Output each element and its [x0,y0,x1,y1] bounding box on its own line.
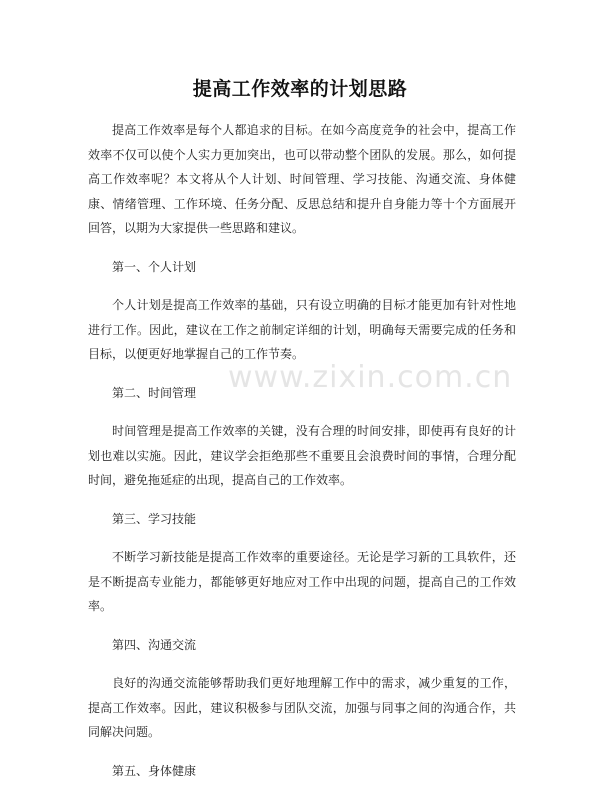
section-paragraph-1: 个人计划是提高工作效率的基础，只有设立明确的目标才能更加有针对性地进行工作。因此，建议在工作之前制定详细的计划，明确每天需要完成的任务和目标，以便更好地掌握自己的工作节奏。 [88,298,516,361]
watermark: www.zixin.com.cn [228,360,513,395]
section-heading-5: 第五、身体健康 [112,763,197,778]
page-title: 提高工作效率的计划思路 [192,78,408,100]
section-paragraph-3: 不断学习新技能是提高工作效率的重要途径。无论是学习新的工具软件，还是不断提高专业能力，都能够更好地应对工作中出现的问题，提高自己的工作效率。 [88,550,516,613]
section-heading-4: 第四、沟通交流 [112,637,197,652]
section-paragraph-2: 时间管理是提高工作效率的关键，没有合理的时间安排，即使再有良好的计划也难以实施。因此，建议学会拒绝那些不重要且会浪费时间的事情，合理分配时间，避免拖延症的出现，提高自己的工作效率。 [88,424,516,487]
section-heading-3: 第三、学习技能 [112,511,197,526]
section-heading-2: 第二、时间管理 [112,385,197,400]
section-heading-1: 第一、个人计划 [112,259,197,274]
document-body [88,118,516,797]
intro-paragraph: 提高工作效率是每个人都追求的目标。在如今高度竞争的社会中，提高工作效率不仅可以使个人实力更加突出，也可以带动整个团队的发展。那么，如何提高工作效率呢？本文将从个人计划、时间管理、学习技能、沟通交流、身体健康、情绪管理、工作环境、任务分配、反思总结和提升自身能力等十个方面展开回答，以期为大家提供一些思路和建议。 [88,123,516,235]
section-paragraph-4: 良好的沟通交流能够帮助我们更好地理解工作中的需求，减少重复的工作，提高工作效率。因此，建议积极参与团队交流，加强与同事之间的沟通合作，共同解决问题。 [88,676,516,739]
